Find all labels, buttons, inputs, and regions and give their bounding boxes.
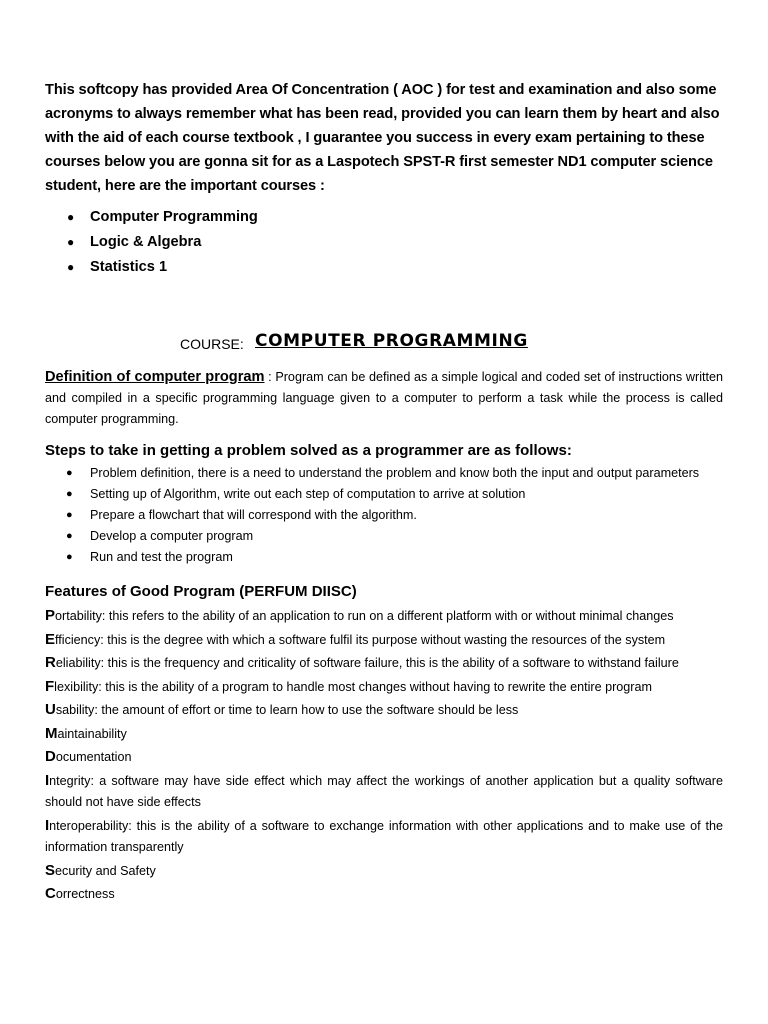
bullet-icon: ● — [66, 488, 73, 500]
feature-text: fficiency: this is the degree with which a software fulfil its purpose without wasting the resources of the system — [55, 632, 666, 647]
course-list-item — [45, 255, 723, 280]
feature-reliability — [45, 652, 723, 675]
feature-initial: C — [45, 885, 56, 902]
definition-text: : Program can be defined as a simple logical and coded set of instructions written and compiled in a specific programming language given to a computer to perform a task while the process is called computer programming. — [45, 370, 723, 426]
feature-text: orrectness — [55, 887, 115, 901]
step-item — [45, 526, 723, 547]
bullet-icon: ● — [67, 235, 75, 249]
document-page — [45, 78, 723, 906]
feature-flexibility — [45, 676, 723, 699]
bullet-icon: ● — [67, 210, 75, 224]
step-item — [45, 463, 723, 484]
step-item — [45, 484, 723, 505]
feature-initial: M — [45, 724, 58, 742]
course-heading-name: COMPUTER PROGRAMMING — [255, 331, 528, 351]
course-list-label: Computer Programming — [90, 209, 258, 225]
bullet-icon: ● — [66, 551, 73, 563]
course-heading — [45, 330, 723, 356]
feature-integrity — [45, 770, 723, 814]
step-item — [45, 505, 723, 526]
step-text: Run and test the program — [90, 550, 233, 564]
feature-interoperability — [45, 815, 723, 859]
feature-text: eliability: this is the frequency and criticality of software failure, this is the ability of a software to withstand failure — [55, 656, 679, 670]
feature-text: aintainability — [57, 726, 127, 741]
feature-correctness — [45, 883, 723, 906]
feature-initial: E — [45, 630, 56, 648]
definition-paragraph — [45, 367, 723, 430]
feature-text: ecurity and Safety — [55, 863, 156, 878]
bullet-icon: ● — [66, 530, 73, 542]
feature-text: ortability: this refers to the ability of an application to run on a different platform with or without minimal changes — [55, 609, 674, 623]
feature-initial: F — [45, 677, 55, 695]
course-list — [45, 205, 723, 280]
bullet-icon: ● — [67, 260, 75, 274]
course-list-label: Statistics 1 — [90, 259, 168, 275]
step-text: Develop a computer program — [90, 529, 254, 543]
feature-portability — [45, 605, 723, 628]
step-item — [45, 547, 723, 568]
feature-text: sability: the amount of effort or time to learn how to use the software should be less — [55, 703, 519, 717]
course-list-item — [45, 230, 723, 255]
feature-documentation — [45, 746, 723, 769]
feature-text: nteroperability: this is the ability of a software to exchange information with other applications and to make use of the information transparently — [45, 818, 723, 854]
steps-heading: Steps to take in getting a problem solved as a programmer are as follows: — [45, 442, 572, 459]
steps-list — [45, 463, 723, 568]
feature-usability — [45, 699, 723, 722]
course-list-item — [45, 205, 723, 230]
feature-initial: D — [45, 748, 56, 765]
feature-text: lexibility: this is the ability of a program to handle most changes without having to rewrite the entire program — [54, 679, 652, 694]
feature-initial: I — [45, 771, 50, 789]
bullet-icon: ● — [66, 467, 73, 479]
step-text: Setting up of Algorithm, write out each step of computation to arrive at solution — [90, 487, 526, 501]
feature-text: ocumentation — [55, 750, 132, 764]
features-heading: Features of Good Program (PERFUM DIISC) — [45, 583, 357, 600]
feature-security — [45, 860, 723, 883]
feature-initial: S — [45, 861, 56, 879]
feature-initial: U — [45, 701, 56, 718]
bullet-icon: ● — [66, 509, 73, 521]
feature-maintainability — [45, 723, 723, 746]
feature-efficiency — [45, 629, 723, 652]
feature-initial: R — [45, 654, 56, 671]
feature-initial: P — [45, 607, 56, 624]
intro-paragraph: This softcopy has provided Area Of Concentration ( AOC ) for test and examination and also some acronyms to always remember what has been read, provided you can learn them by heart and also with the aid of each course textbook , I guarantee you success in every exam pertaining to these courses below you are gonna sit for as a Laspotech SPST-R first semester ND1 computer science student, here are the important courses : — [45, 82, 720, 194]
course-list-label: Logic & Algebra — [90, 234, 202, 250]
definition-term: Definition of computer program — [45, 369, 265, 385]
feature-initial: I — [45, 816, 50, 834]
step-text: Prepare a flowchart that will correspond with the algorithm. — [90, 508, 417, 522]
step-text: Problem definition, there is a need to understand the problem and know both the input and output parameters — [90, 466, 700, 480]
course-heading-label: COURSE: — [180, 336, 244, 352]
feature-text: ntegrity: a software may have side effect which may affect the workings of another application but a quality software should not have side effects — [45, 773, 723, 809]
